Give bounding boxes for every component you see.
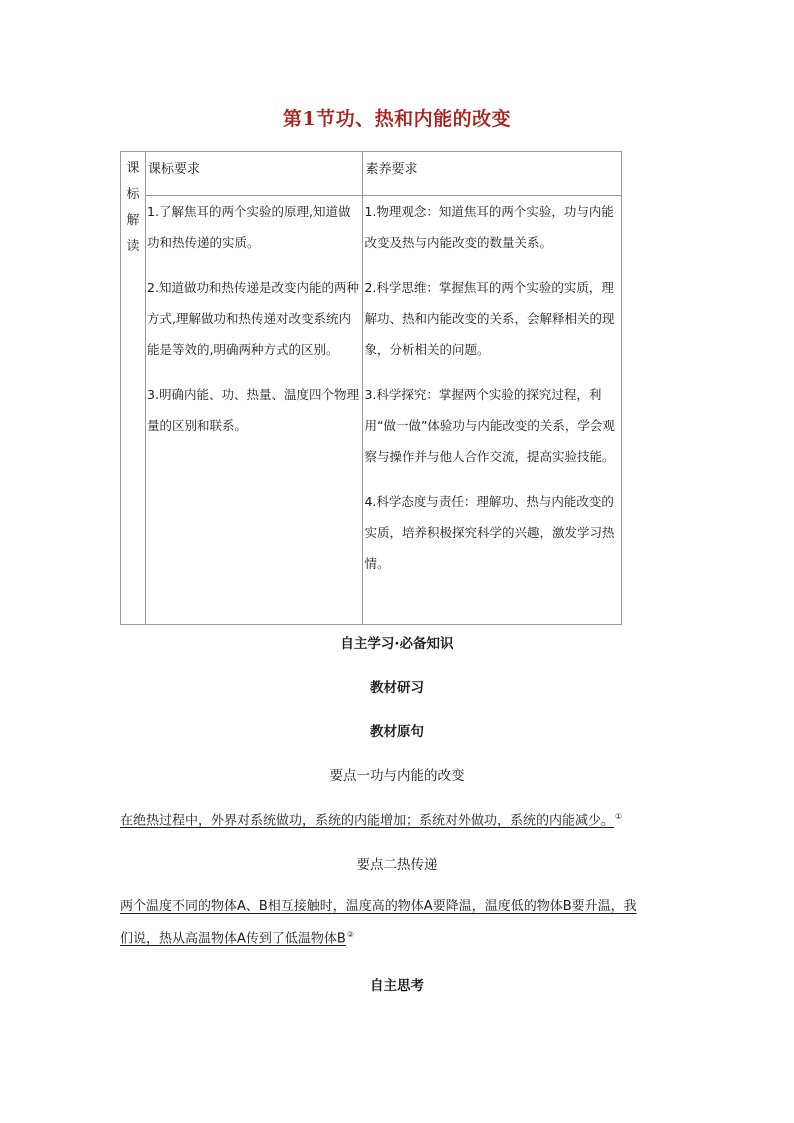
curriculum-standards-table [120,151,622,625]
literacy-item: 2.科学思维：掌握焦耳的两个实验的实质，理解功、热和内能改变的关系，会解释相关的现象，分析相关的问题。 [364,280,615,357]
footnote-marker: ① [615,812,623,821]
section-heading-self-study: 自主学习·必备知识 [340,636,454,652]
side-label-char: 标 [126,187,140,202]
point2-paragraph [120,893,680,953]
side-label-char: 解 [126,213,140,228]
section-heading-textbook-original: 教材原句 [370,724,424,740]
curriculum-requirements-cell [146,196,363,625]
point2-title: 要点二热传递 [356,857,438,873]
literacy-item: 4.科学态度与责任：理解功、热与内能改变的实质，培养积极探究科学的兴趣，激发学习热情。 [364,494,615,571]
point2-text-line2: 们说，热从高温物体A传到了低温物体B [120,931,346,947]
curriculum-item: 1.了解焦耳的两个实验的原理,知道做功和热传递的实质。 [147,204,351,250]
literacy-item: 1.物理观念：知道焦耳的两个实验，功与内能改变及热与内能改变的数量关系。 [364,204,614,250]
literacy-item: 3.科学探究：掌握两个实验的探究过程，利用“做一做”体验功与内能改变的关系，学会观察与操作并与他人合作交流，提高实验技能。 [364,387,615,464]
curriculum-item: 3.明确内能、功、热量、温度四个物理量的区别和联系。 [147,387,359,433]
side-label-cell [121,152,146,625]
point1-title: 要点一功与内能的改变 [329,768,465,784]
page-title: 第1节功、热和内能的改变 [282,108,512,130]
point2-text-line1: 两个温度不同的物体A、B相互接触时，温度高的物体A要降温，温度低的物体B要升温，我 [120,899,637,914]
section-heading-self-thinking: 自主思考 [370,978,424,994]
side-label-char: 读 [126,239,140,254]
curriculum-item: 2.知道做功和热传递是改变内能的两种方式,理解做功和热传递对改变系统内能是等效的,明确两种方式的区别。 [147,280,359,357]
literacy-requirements-cell [363,196,622,625]
point1-paragraph [120,803,680,835]
side-label-char: 课 [126,161,140,176]
section-heading-textbook-study: 教材研习 [370,680,424,696]
footnote-marker: ② [346,930,354,939]
point1-text: 在绝热过程中，外界对系统做功，系统的内能增加；系统对外做功，系统的内能减少。 [120,813,615,829]
column-header-literacy: 素养要求 [363,152,622,196]
column-header-curriculum: 课标要求 [146,152,363,196]
